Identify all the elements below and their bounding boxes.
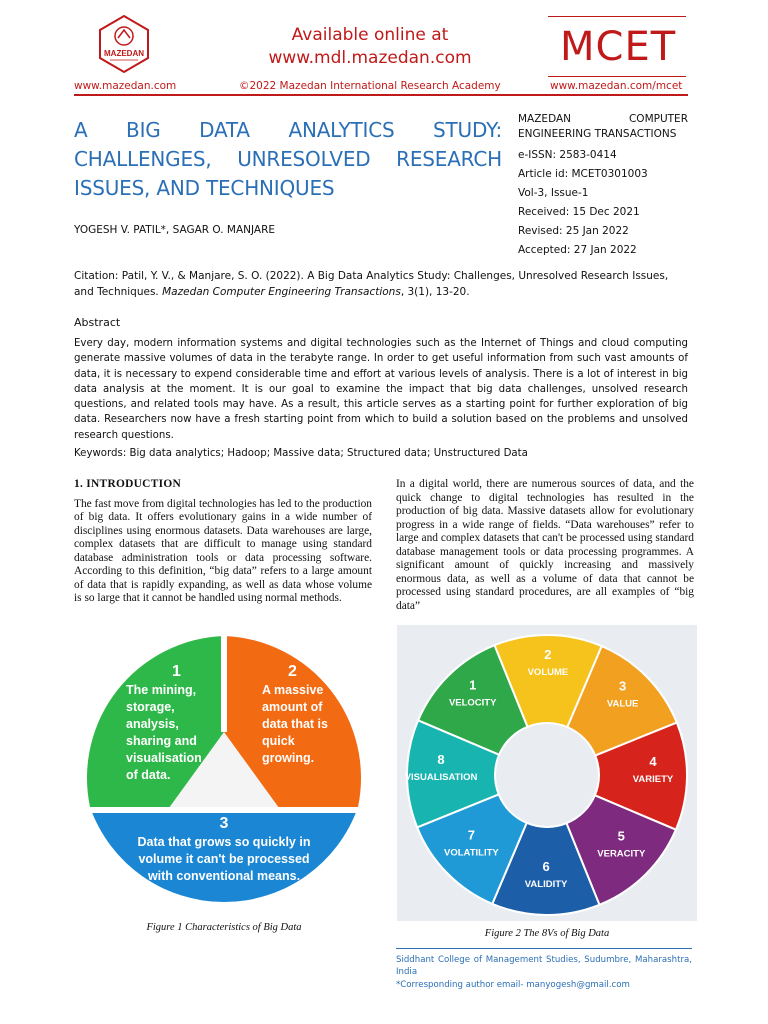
segment-1-line: analysis,: [126, 717, 179, 731]
figure-1-caption: Figure 1 Characteristics of Big Data: [146, 922, 302, 933]
segment-1-line: storage,: [126, 700, 175, 714]
available-online-label: Available online at: [291, 25, 449, 45]
citation-text-end: , 3(1), 13-20.: [400, 286, 470, 298]
figure-2: [397, 625, 697, 921]
svg-text:MAZEDAN: MAZEDAN: [104, 49, 144, 58]
v-label-variety: VARIETY: [632, 773, 674, 785]
section-heading: 1. INTRODUCTION: [74, 478, 182, 490]
v-number-3: 3: [618, 678, 627, 694]
volume-issue: Vol-3, Issue-1: [518, 187, 589, 199]
journal-name-line2: ENGINEERING TRANSACTIONS: [518, 128, 677, 140]
segment-2-line: A massive: [262, 683, 324, 697]
right-column: [396, 478, 694, 613]
article-id: Article id: MCET0301003: [518, 168, 648, 180]
authors: YOGESH V. PATIL*, SAGAR O. MANJARE: [74, 224, 276, 236]
segment-2-number: 2: [288, 663, 297, 680]
header-rule-bottom: [74, 94, 688, 96]
segment-3-line: with conventional means.: [147, 869, 301, 883]
intro-paragraph-left: The fast move from digital technologies has led to the production of big data. It offers evolutionary gains in a wide number of disciplines using enormous datasets. Data warehouses are large, complex datasets that are difficult to manage using standard database administration tools or data processing software. According to this definition, “big data” refers to a large amount of data that is rapidly expanding, as well as data whose volume is so large that it cannot be handled using normal methods.: [74, 497, 372, 604]
portal-url[interactable]: www.mdl.mazedan.com: [268, 48, 472, 68]
segment-3-line: volume it can't be processed: [138, 852, 310, 866]
keywords-label: Keywords:: [74, 448, 127, 459]
mcet-link[interactable]: www.mazedan.com/mcet: [550, 80, 683, 92]
citation-label: Citation:: [74, 270, 119, 282]
segment-1-line: visualisation: [126, 751, 202, 765]
ring-center: [497, 725, 597, 825]
abstract-heading: Abstract: [74, 316, 121, 329]
citation: [74, 268, 688, 300]
v-label-validity: VALIDITY: [524, 878, 568, 890]
segment-2-line: data that is: [262, 717, 328, 731]
v-label-volume: VOLUME: [527, 667, 569, 679]
v-label-visualisation: VISUALISATION: [404, 772, 478, 784]
segment-1-line: of data.: [126, 768, 171, 782]
segment-2-line: amount of: [262, 700, 323, 714]
segment-1-line: sharing and: [126, 734, 197, 748]
segment-2-line: quick: [262, 734, 295, 748]
received-date: Received: 15 Dec 2021: [518, 206, 640, 218]
segment-3-text: [138, 835, 311, 883]
accepted-date: Accepted: 27 Jan 2022: [518, 244, 637, 256]
availability-banner: [220, 24, 520, 70]
revised-date: Revised: 25 Jan 2022: [518, 225, 629, 237]
keywords-text: Big data analytics; Hadoop; Massive data; Structured data; Unstructured Data: [126, 448, 528, 459]
left-column: [74, 478, 372, 606]
citation-text: Patil, Y. V., & Manjare, S. O. (2022). A Big Data Analytics Study: Challenges, Unresolved Research Issues, and Techniques.: [74, 270, 669, 298]
v-label-veracity: VERACITY: [597, 848, 646, 860]
v-number-1: 1: [469, 677, 477, 693]
v-number-2: 2: [544, 647, 552, 663]
abstract-text: Every day, modern information systems and digital technologies such as the Internet of Things and cloud computing generate massive volumes of data in the terabyte range. In order to get useful information from such vast amounts of data, it is necessary to expend considerable time and effort at various levels of analysis. There is a lot of interest in big data analysis at the moment. It is our goal to examine the impact that big data challenges, unsolved research questions, and related tools may have. As a result, this article serves as a starting point for further exploration of big data. Researchers now have a fresh starting point from which to build a solution based on the problems and unsolved research questions.: [74, 338, 688, 441]
eissn: e-ISSN: 2583-0414: [518, 149, 617, 161]
segment-2-line: growing.: [262, 751, 315, 765]
intro-paragraph-right: In a digital world, there are numerous sources of data, and the quick change to digital technologies has resulted in the production of big data. Massive datasets allow for evolutionary progress in a wide range of fields. “Data warehouses” refer to large and complex datasets that can't be processed using standard database management tools or data processing programmes. A significant amount of quickly increasing and massively enormous data, as well as a volume of data that cannot be processed using standard procedures, are all examples of “big data”: [396, 478, 694, 612]
characteristics-diagram: [74, 632, 374, 922]
segment-3-number: 3: [219, 815, 229, 832]
affiliation: Siddhant College of Management Studies, Sudumbre, Maharashtra, India: [396, 955, 692, 977]
v-number-6: 6: [542, 858, 550, 874]
citation-journal: Mazedan Computer Engineering Transactions: [162, 286, 401, 298]
v-number-7: 7: [467, 827, 476, 843]
figure-1: [74, 632, 374, 922]
v-label-velocity: VELOCITY: [448, 697, 497, 709]
v-number-8: 8: [437, 752, 445, 768]
v-number-4: 4: [649, 753, 657, 769]
journal-name-line1: MAZEDAN COMPUTER: [518, 113, 688, 125]
segment-1-number: 1: [172, 663, 181, 680]
article-title: A BIG DATA ANALYTICS STUDY: CHALLENGES, UNRESOLVED RESEARCH ISSUES, AND TECHNIQUES: [74, 118, 502, 200]
eight-vs-diagram: [397, 625, 697, 921]
corresponding-author[interactable]: *Corresponding author email- manyogesh@gmail.com: [396, 980, 630, 990]
v-label-volatility: VOLATILITY: [444, 847, 499, 859]
header-rule-top: [548, 16, 686, 17]
mazedan-link[interactable]: www.mazedan.com: [74, 80, 177, 92]
article-meta: [518, 112, 688, 260]
copyright-text: ©2022 Mazedan International Research Academy: [239, 80, 501, 92]
v-label-value: VALUE: [606, 698, 639, 710]
segment-3-line: Data that grows so quickly in: [137, 835, 311, 849]
journal-abbrev: MCET: [560, 24, 677, 70]
footer-rule: [396, 948, 692, 949]
v-number-5: 5: [617, 828, 625, 844]
segment-1-line: The mining,: [126, 683, 197, 697]
keywords: [74, 448, 688, 459]
header-rule-mid: [548, 76, 686, 77]
mazedan-logo: [96, 14, 152, 74]
figure-2-caption: Figure 2 The 8Vs of Big Data: [484, 928, 610, 939]
